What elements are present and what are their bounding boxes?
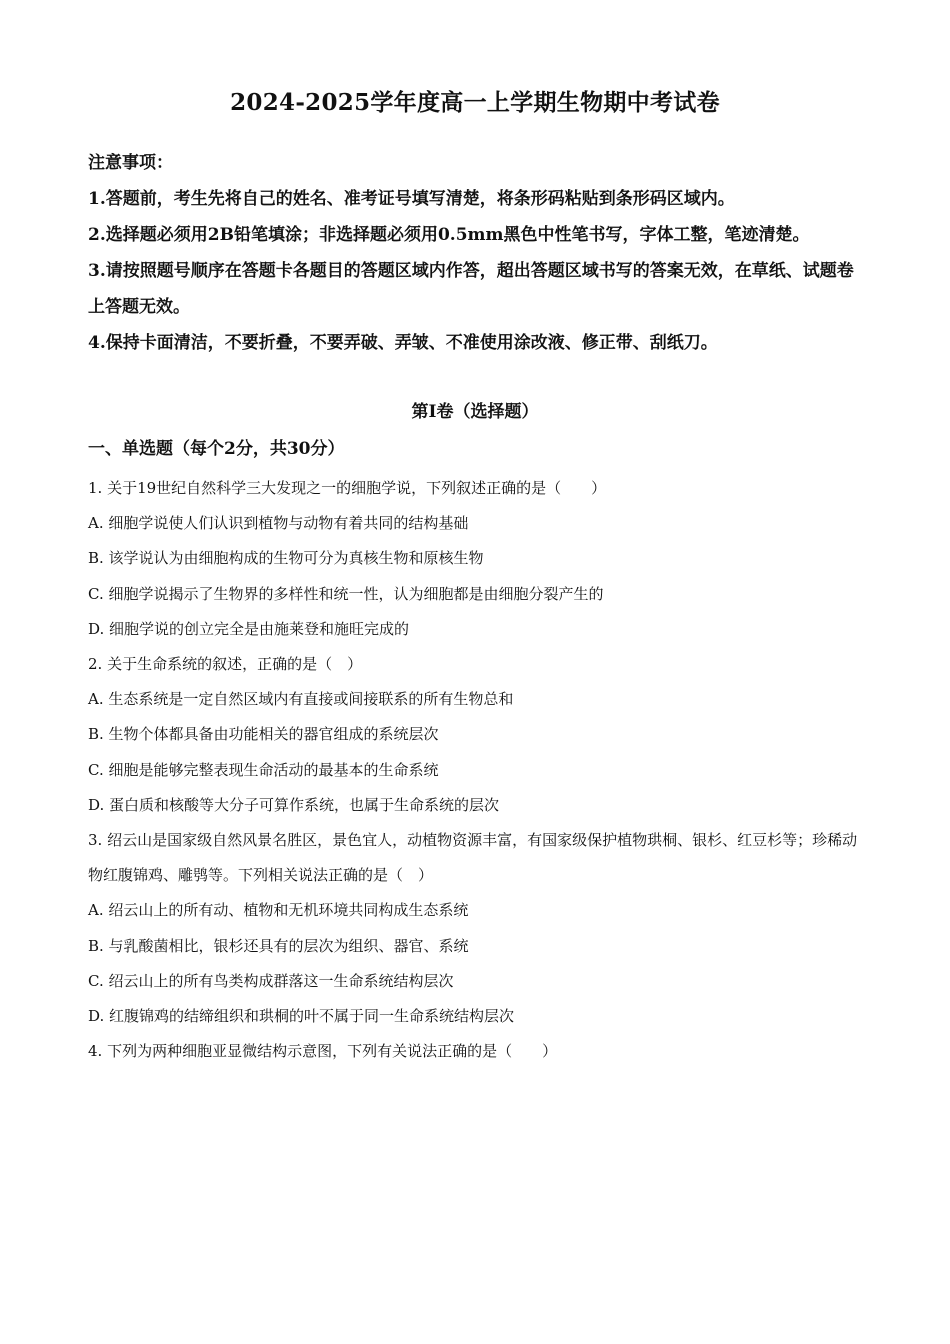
question-option: B. 该学说认为由细胞构成的生物可分为真核生物和原核生物 bbox=[88, 549, 484, 568]
part-title: 第I卷（选择题） bbox=[411, 402, 539, 422]
notice-heading: 注意事项： bbox=[88, 153, 173, 173]
question-stem: 4. 下列为两种细胞亚显微结构示意图，下列有关说法正确的是（ ） bbox=[88, 1042, 558, 1061]
question-option: B. 与乳酸菌相比，银杉还具有的层次为组织、器官、系统 bbox=[88, 936, 469, 955]
question-stem: 1. 关于19世纪自然科学三大发现之一的细胞学说，下列叙述正确的是（ ） bbox=[88, 479, 607, 497]
section-title: 一、单选题（每个2分，共30分） bbox=[88, 439, 345, 459]
notice-item: 1.答题前，考生先将自己的姓名、准考证号填写清楚，将条形码粘贴到条形码区域内。 bbox=[88, 189, 735, 209]
question-option: A. 细胞学说使人们认识到植物与动物有着共同的结构基础 bbox=[88, 514, 469, 533]
notice-item: 4.保持卡面清洁，不要折叠，不要弄破、弄皱、不准使用涂改液、修正带、刮纸刀。 bbox=[88, 333, 718, 353]
question-option: A. 生态系统是一定自然区域内有直接或间接联系的所有生物总和 bbox=[88, 690, 514, 709]
question-option: B. 生物个体都具备由功能相关的器官组成的系统层次 bbox=[88, 725, 439, 744]
question-option: C. 细胞是能够完整表现生命活动的最基本的生命系统 bbox=[88, 760, 439, 779]
question-stem: 2. 关于生命系统的叙述，正确的是（ ） bbox=[88, 655, 363, 674]
question-option: C. 绍云山上的所有鸟类构成群落这一生命系统结构层次 bbox=[88, 971, 454, 990]
notice-block bbox=[88, 145, 863, 361]
question-stem: 3. 绍云山是国家级自然风景名胜区，景色宜人，动植物资源丰富，有国家级保护植物珙桐、银杉、红豆杉等；珍稀动物红腹锦鸡、雕鸮等。下列相关说法正确的是（ ） bbox=[88, 831, 858, 885]
question-option: D. 细胞学说的创立完全是由施莱登和施旺完成的 bbox=[88, 619, 410, 638]
notice-item: 3.请按照题号顺序在答题卡各题目的答题区域内作答，超出答题区域书写的答案无效，在草纸、试题卷上答题无效。 bbox=[88, 261, 854, 317]
question-option: D. 蛋白质和核酸等大分子可算作系统，也属于生命系统的层次 bbox=[88, 795, 500, 814]
question-option: D. 红腹锦鸡的结缔组织和珙桐的叶不属于同一生命系统结构层次 bbox=[88, 1007, 515, 1026]
question-option: A. 绍云山上的所有动、植物和无机环境共同构成生态系统 bbox=[88, 901, 469, 920]
exam-title: 2024-2025学年度高一上学期生物期中考试卷 bbox=[230, 89, 720, 116]
question-list bbox=[88, 471, 868, 1069]
question-option: C. 细胞学说揭示了生物界的多样性和统一性，认为细胞都是由细胞分裂产生的 bbox=[88, 584, 604, 603]
notice-item: 2.选择题必须用2B铅笔填涂；非选择题必须用0.5mm黑色中性笔书写，字体工整，笔迹清楚。 bbox=[88, 225, 810, 245]
